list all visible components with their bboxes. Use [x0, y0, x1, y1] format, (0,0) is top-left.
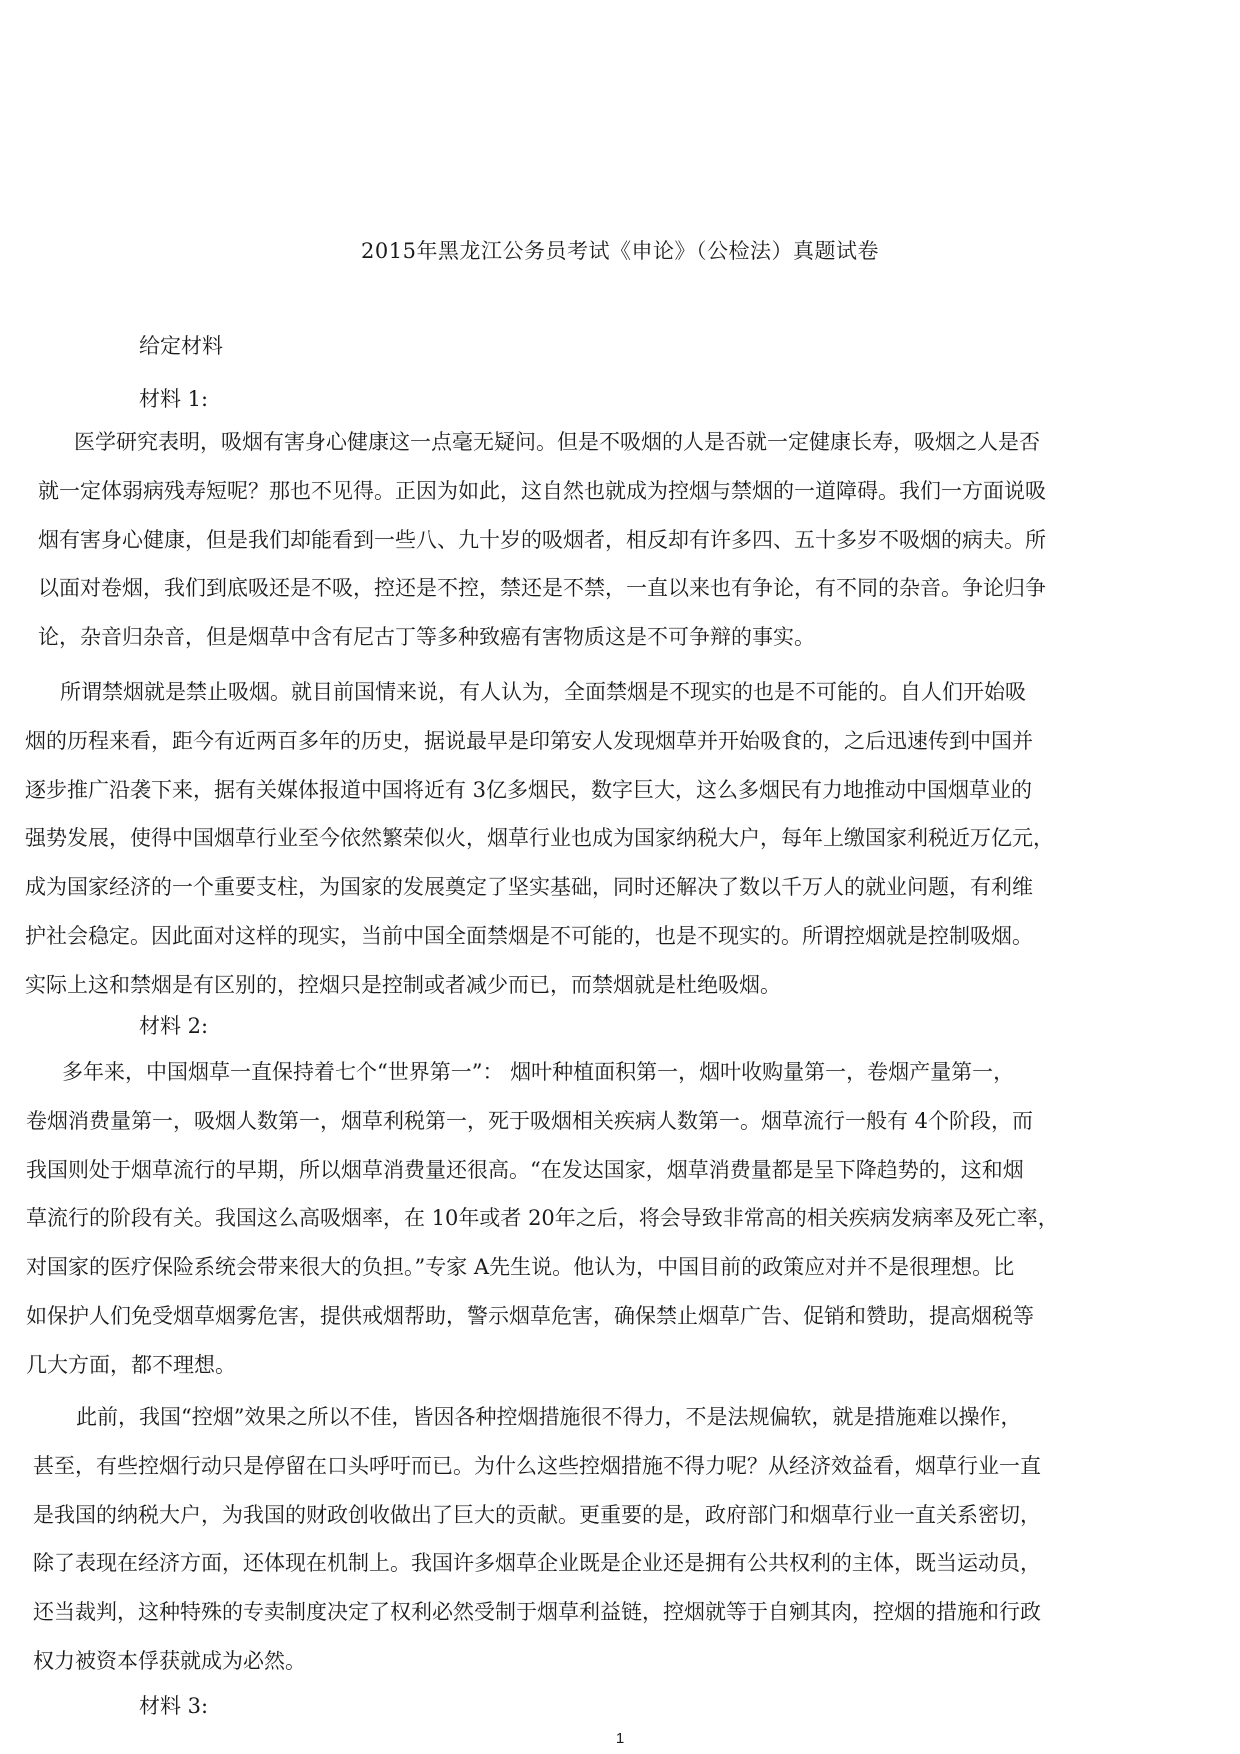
text-line: 如保护人们免受烟草烟雾危害，提供戒烟帮助，警示烟草危害，确保禁止烟草广告、促销和赞助，提高烟税等 — [26, 1303, 1034, 1328]
text-line: 对国家的医疗保险系统会带来很大的负担。”专家 A先生说。他认为，中国目前的政策应对并不是很理想。比 — [26, 1255, 1015, 1280]
text-line: 护社会稳定。因此面对这样的现实，当前中国全面禁烟是不可能的，也是不现实的。所谓控烟就是控制吸烟。 — [25, 923, 1033, 948]
text-line: 强势发展，使得中国烟草行业至今依然繁荣似火，烟草行业也成为国家纳税大户，每年上缴国家利税近万亿元， — [25, 826, 1054, 851]
material-1-paragraph-1 — [38, 418, 1046, 662]
text-line: 此前，我国“控烟”效果之所以不佳，皆因各种控烟措施很不得力，不是法规偏软，就是措施难以操作， — [76, 1405, 1022, 1429]
text-line: 以面对卷烟，我们到底吸还是不吸，控还是不控，禁还是不禁，一直以来也有争论，有不同的杂音。争论归争 — [38, 576, 1046, 601]
material-2-paragraph-1 — [26, 1048, 1059, 1390]
text-line: 烟的历程来看，距今有近两百多年的历史，据说最早是印第安人发现烟草并开始吸食的，之后迅速传到中国并 — [25, 728, 1033, 753]
text-line: 医学研究表明，吸烟有害身心健康这一点毫无疑问。但是不吸烟的人是否就一定健康长寿，吸烟之人是否 — [74, 430, 1040, 454]
text-line: 是我国的纳税大户，为我国的财政创收做出了巨大的贡献。更重要的是，政府部门和烟草行业一直关系密切， — [33, 1502, 1041, 1527]
text-line: 卷烟消费量第一，吸烟人数第一，烟草利税第一，死于吸烟相关疾病人数第一。烟草流行一般有 4个阶段，而 — [26, 1108, 1034, 1133]
page-number: 1 — [615, 1730, 625, 1747]
text-line: 逐步推广沿袭下来，据有关媒体报道中国将近有 3亿多烟民，数字巨大，这么多烟民有力地推动中国烟草业的 — [25, 777, 1033, 802]
text-line: 烟有害身心健康，但是我们却能看到一些八、九十岁的吸烟者，相反却有许多四、五十多岁不吸烟的病夫。所 — [38, 527, 1046, 552]
text-line: 论，杂音归杂音，但是烟草中含有尼古丁等多种致癌有害物质这是不可争辩的事实。 — [38, 625, 815, 650]
text-line: 几大方面，都不理想。 — [26, 1352, 236, 1377]
text-line: 还当裁判，这种特殊的专卖制度决定了权利必然受制于烟草利益链，控烟就等于自剜其肉，控烟的措施和行政 — [33, 1600, 1041, 1625]
material-2-paragraph-2 — [33, 1393, 1041, 1686]
document-title: 2015年黑龙江公务员考试《申论》（公检法）真题试卷 — [361, 239, 879, 263]
text-line: 多年来，中国烟草一直保持着七个“世界第一”： 烟叶种植面积第一，烟叶收购量第一，卷烟产量第一， — [62, 1060, 1015, 1084]
text-line: 甚至，有些控烟行动只是停留在口头呼吁而已。为什么这些控烟措施不得力呢？从经济效益看，烟草行业一直 — [33, 1453, 1041, 1478]
text-line: 权力被资本俘获就成为必然。 — [33, 1648, 306, 1673]
material-3-label: 材料 3: — [139, 1694, 209, 1718]
text-line: 就一定体弱病残寿短呢？那也不见得。正因为如此，这自然也就成为控烟与禁烟的一道障碍。我们一方面说吸 — [38, 478, 1046, 503]
material-2-label: 材料 2: — [139, 1014, 209, 1038]
text-line: 实际上这和禁烟是有区别的，控烟只是控制或者减少而已，而禁烟就是杜绝吸烟。 — [25, 972, 781, 997]
text-line: 我国则处于烟草流行的早期，所以烟草消费量还很高。“在发达国家，烟草消费量都是呈下降趋势的，这和烟 — [26, 1157, 1024, 1182]
material-1-label: 材料 1: — [139, 387, 209, 411]
text-line: 草流行的阶段有关。我国这么高吸烟率，在 10年或者 20年之后，将会导致非常高的相关疾病发病率及死亡率， — [26, 1206, 1059, 1231]
text-line: 除了表现在经济方面，还体现在机制上。我国许多烟草企业既是企业还是拥有公共权利的主体，既当运动员， — [33, 1551, 1041, 1576]
text-line: 成为国家经济的一个重要支柱，为国家的发展奠定了坚实基础，同时还解决了数以千万人的就业问题，有利维 — [25, 875, 1033, 900]
text-line: 所谓禁烟就是禁止吸烟。就目前国情来说，有人认为，全面禁烟是不现实的也是不可能的。自人们开始吸 — [60, 680, 1026, 704]
material-1-paragraph-2 — [25, 668, 1054, 1010]
section-heading: 给定材料 — [139, 334, 223, 358]
